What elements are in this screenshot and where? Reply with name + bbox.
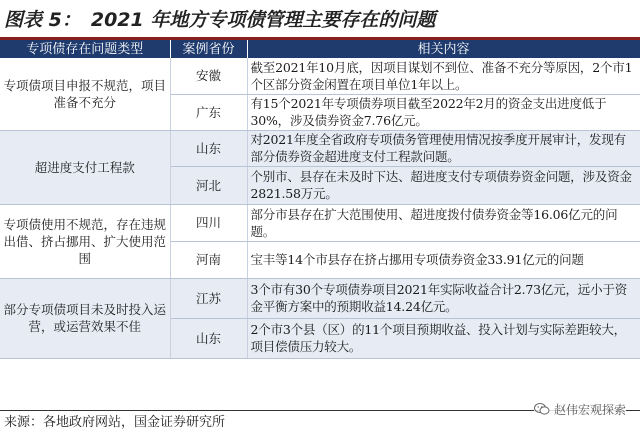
header-content: 相关内容: [247, 40, 640, 58]
province-cell: 山东: [170, 318, 247, 358]
province-cell: 河北: [170, 166, 247, 204]
content-cell: 部分市县存在扩大范围使用、超进度拨付债券资金等16.06亿元的问题。: [247, 204, 640, 241]
header-issue-type: 专项债存在问题类型: [0, 40, 170, 58]
content-cell: 宝丰等14个市县存在挤占挪用专项债券资金33.91亿元的问题: [247, 241, 640, 278]
province-cell: 山东: [170, 130, 247, 166]
issue-type-cell: 超进度支付工程款: [0, 130, 170, 204]
content-cell: 2个市3个县（区）的11个项目预期收益、投入计划与实际差距较大，项目偿债压力较大。: [247, 318, 640, 358]
issue-type-cell: 专项债项目申报不规范，项目准备不充分: [0, 58, 170, 130]
content-cell: 对2021年度全省政府专项债务管理使用情况按季度开展审计，发现有部分债券资金超进度支付工程款问题。: [247, 130, 640, 166]
figure-label: 图表 5：: [4, 8, 81, 31]
province-cell: 安徽: [170, 58, 247, 94]
province-cell: 河南: [170, 241, 247, 278]
wechat-icon: [534, 402, 550, 416]
table-header-row: [0, 40, 640, 58]
content-cell: 有15个2021年专项债券项目截至2022年2月的资金支出进度低于30%，涉及债券资金7.76亿元。: [247, 94, 640, 130]
content-cell: 3个市有30个专项债券项目2021年实际收益合计2.73亿元，远小于资金平衡方案中的预期收益14.24亿元。: [247, 278, 640, 318]
table-row: [0, 204, 640, 241]
province-cell: 江苏: [170, 278, 247, 318]
issue-type-cell: 专项债使用不规范，存在违规出借、挤占挪用、扩大使用范围: [0, 204, 170, 278]
province-cell: 广东: [170, 94, 247, 130]
table-row: [0, 130, 640, 166]
source-note: 来源：各地政府网站，国金证券研究所: [4, 415, 226, 430]
issues-table: [0, 40, 640, 359]
figure-title: [4, 0, 636, 36]
watermark: [534, 398, 626, 420]
table-row: [0, 58, 640, 94]
content-cell: 个别市、县存在未及时下达、超进度支付专项债券资金问题，涉及资金2821.58万元。: [247, 166, 640, 204]
watermark-text: 赵伟宏观探索: [553, 402, 626, 417]
issue-type-cell: 部分专项债项目未及时投入运营，或运营效果不佳: [0, 278, 170, 358]
header-province: 案例省份: [170, 40, 247, 58]
table-row: [0, 278, 640, 318]
province-cell: 四川: [170, 204, 247, 241]
figure-title-text: 2021 年地方专项债管理主要存在的问题: [90, 8, 436, 31]
content-cell: 截至2021年10月底，因项目谋划不到位、准备不充分等原因，2个市1个区部分资金闲置在项目单位1年以上。: [247, 58, 640, 94]
